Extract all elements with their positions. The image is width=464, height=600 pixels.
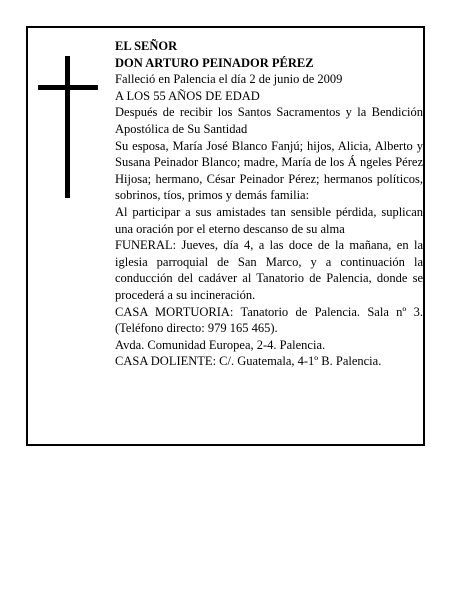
cross-icon — [38, 56, 98, 198]
address-line: Avda. Comunidad Europea, 2-4. Palencia. — [115, 337, 326, 352]
death-line: Falleció en Palencia el día 2 de junio de 2009 — [115, 72, 343, 87]
obituary-notice — [26, 26, 425, 446]
notice-body — [115, 38, 423, 370]
deceased-name: DON ARTURO PEINADOR PÉREZ — [115, 55, 314, 70]
funeral-paragraph: FUNERAL: Jueves, día 4, a las doce de la mañana, en la iglesia parroquial de San Marco, y a continuación la conducción del cadáver al Tanatorio de Palencia, donde se procederá a su incineración. — [115, 238, 423, 302]
cross-horizontal-bar — [38, 85, 98, 90]
title-line-1: EL SEÑOR — [115, 39, 178, 53]
age-line: A LOS 55 AÑOS DE EDAD — [115, 88, 260, 103]
request-paragraph: Al participar a sus amistades tan sensible pérdida, suplican una oración por el eterno descanso de su alma — [115, 204, 423, 236]
sacraments-paragraph: Después de recibir los Santos Sacramentos y la Bendición Apostólica de Su Santidad — [115, 105, 423, 136]
casa-mortuoria-paragraph: CASA MORTUORIA: Tanatorio de Palencia. Sala nº 3. (Teléfono directo: 979 165 465). — [115, 304, 423, 336]
cross-vertical-bar — [65, 56, 70, 198]
family-paragraph: Su esposa, María José Blanco Fanjú; hijos, Alicia, Alberto y Susana Peinador Blanco; madre, María de los Á ngeles Pérez Hijosa; hermano, César Peinador Pérez; hermanos políticos, sobrinos, tíos, primos y demás familia: — [115, 138, 423, 203]
casa-doliente-line: CASA DOLIENTE: C/. Guatemala, 4-1º B. Palencia. — [115, 354, 382, 369]
